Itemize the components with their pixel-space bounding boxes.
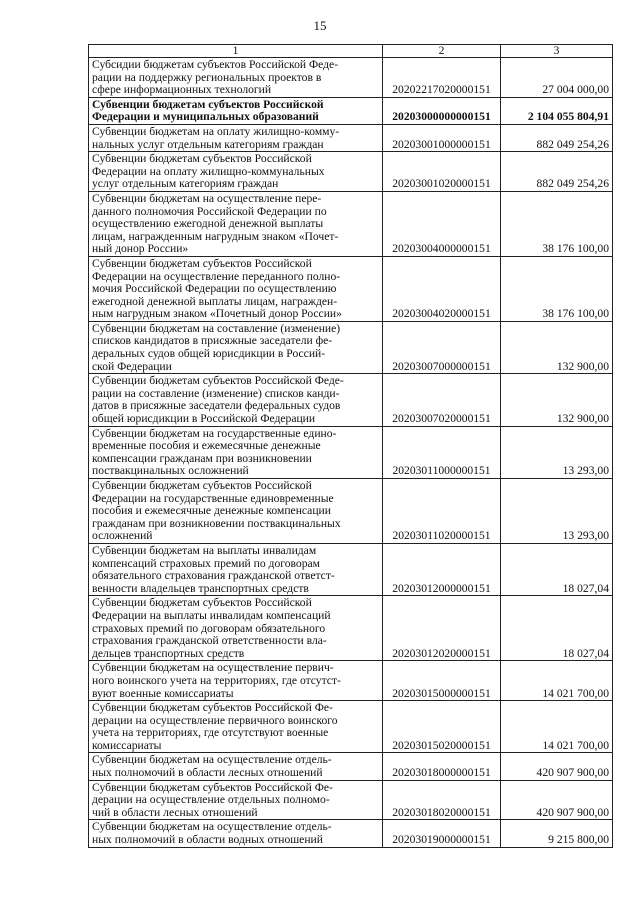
description-line: временные пособия и ежемесячные денежные (92, 439, 321, 453)
row-code: 20203001000000151 (383, 124, 501, 151)
row-description (89, 753, 383, 780)
row-code: 20203012000000151 (383, 543, 501, 595)
description-line: Субвенции бюджетам субъектов Российской (92, 97, 324, 111)
row-description (89, 256, 383, 321)
description-line: рации на составление (изменение) списков канди- (92, 386, 340, 400)
description-line: Федерации на государственные единовременные (92, 491, 334, 505)
page-number: 15 (313, 18, 327, 33)
description-line: дерации на осуществление первичного воинского (92, 713, 338, 727)
description-line: ежегодной денежной выплаты лицам, награжден- (92, 294, 338, 308)
row-description (89, 701, 383, 753)
description-line: рации на поддержку региональных проектов в (92, 70, 322, 84)
description-line: Субвенции бюджетам на осуществление отдель- (92, 753, 332, 767)
table-row (89, 753, 613, 780)
description-line: осложнений (92, 529, 153, 543)
row-amount: 882 049 254,26 (501, 152, 613, 192)
description-line: лицам, награжденным нагрудным знаком «Почет- (92, 229, 339, 243)
row-description (89, 152, 383, 192)
row-code: 20203000000000151 (383, 97, 501, 124)
table-row (89, 820, 613, 847)
description-line: Субвенции бюджетам на государственные едино- (92, 426, 337, 440)
header-col-3: 3 (501, 45, 613, 58)
row-code: 20203018000000151 (383, 753, 501, 780)
row-amount: 132 900,00 (501, 374, 613, 426)
description-line: дельцев транспортных средств (92, 646, 245, 660)
table-row (89, 58, 613, 98)
description-line: пособия и ежемесячные денежные компенсации (92, 504, 331, 518)
table-header (89, 45, 613, 58)
description-line: учета на территориях, где отсутствуют военные (92, 726, 329, 740)
row-amount: 14 021 700,00 (501, 661, 613, 701)
description-line: сфере информационных технологий (92, 83, 272, 97)
row-amount: 420 907 900,00 (501, 780, 613, 820)
description-line: Субвенции бюджетам субъектов Российской (92, 596, 312, 610)
row-description (89, 124, 383, 151)
description-line: Субсидии бюджетам субъектов Российской Феде- (92, 58, 339, 71)
description-line: ным нагрудным знаком «Почетный донор России» (92, 307, 342, 321)
table-row (89, 124, 613, 151)
table-row (89, 97, 613, 124)
row-amount: 2 104 055 804,91 (501, 97, 613, 124)
description-line: Субвенции бюджетам на составление (изменение) (92, 321, 341, 335)
table-row (89, 152, 613, 192)
table-row (89, 426, 613, 478)
description-line: ный донор России» (92, 242, 189, 256)
row-description (89, 58, 383, 98)
description-line: страховых премий по договорам обязательного (92, 621, 326, 635)
row-code: 20203012020000151 (383, 596, 501, 661)
description-line: датов в присяжные заседатели федеральных судов (92, 399, 341, 413)
description-line: ного воинского учета на территориях, где отсутст- (92, 673, 341, 687)
row-code: 20202217020000151 (383, 58, 501, 98)
description-line: услуг отдельным категориям граждан (92, 177, 279, 191)
row-code: 20203018020000151 (383, 780, 501, 820)
description-line: дерации на осуществление отдельных полномо- (92, 793, 330, 807)
row-description (89, 97, 383, 124)
row-amount: 13 293,00 (501, 479, 613, 544)
description-line: ных полномочий в области водных отношений (92, 833, 323, 847)
table-row (89, 256, 613, 321)
row-description (89, 661, 383, 701)
row-description (89, 374, 383, 426)
description-line: ской Федерации (92, 359, 172, 373)
description-line: обязательного страхования гражданской ответст- (92, 569, 335, 583)
row-description (89, 543, 383, 595)
table-row (89, 543, 613, 595)
description-line: осуществлению ежегодной денежной выплаты (92, 217, 324, 231)
table-row (89, 701, 613, 753)
description-line: мочия Российской Федерации по осуществлению (92, 282, 337, 296)
row-code: 20203011000000151 (383, 426, 501, 478)
row-description (89, 820, 383, 847)
description-line: чий в области лесных отношений (92, 805, 258, 819)
table-row (89, 661, 613, 701)
description-line: Субвенции бюджетам субъектов Российской (92, 152, 312, 166)
description-line: Субвенции бюджетам субъектов Российской (92, 479, 312, 492)
row-code: 20203011020000151 (383, 479, 501, 544)
row-description (89, 191, 383, 256)
description-line: комиссариаты (92, 738, 162, 752)
description-line: Субвенции бюджетам субъектов Российской Фе- (92, 780, 333, 794)
row-amount: 13 293,00 (501, 426, 613, 478)
description-line: Субвенции бюджетам субъектов Российской Феде- (92, 374, 344, 388)
row-code: 20203015000000151 (383, 661, 501, 701)
row-amount: 132 900,00 (501, 321, 613, 373)
description-line: данного полномочия Российской Федерации по (92, 204, 327, 218)
description-line: Субвенции бюджетам на оплату жилищно-комму- (92, 124, 340, 138)
row-amount: 18 027,04 (501, 596, 613, 661)
row-amount: 18 027,04 (501, 543, 613, 595)
description-line: компенсации гражданам при возникновении (92, 451, 312, 465)
description-line: Субвенции бюджетам субъектов Российской Фе- (92, 701, 333, 715)
description-line: гражданам при возникновении поствакцинальных (92, 516, 341, 530)
row-code: 20203007000000151 (383, 321, 501, 373)
description-line: компенсаций страховых премий по договорам (92, 556, 320, 570)
row-amount: 14 021 700,00 (501, 701, 613, 753)
row-amount: 38 176 100,00 (501, 191, 613, 256)
description-line: нальных услуг отдельным категориям граждан (92, 137, 324, 151)
row-description (89, 596, 383, 661)
row-amount: 420 907 900,00 (501, 753, 613, 780)
row-description (89, 780, 383, 820)
row-code: 20203007020000151 (383, 374, 501, 426)
description-line: венности владельцев транспортных средств (92, 581, 309, 595)
header-col-2: 2 (383, 45, 501, 58)
row-description (89, 321, 383, 373)
table-row (89, 596, 613, 661)
table-row (89, 191, 613, 256)
budget-table (88, 44, 613, 848)
row-code: 20203001020000151 (383, 152, 501, 192)
description-line: поствакцинальных осложнений (92, 464, 249, 478)
description-line: страхования гражданской ответственности вла- (92, 634, 327, 648)
description-line: Субвенции бюджетам на осуществление пере- (92, 191, 322, 205)
description-line: вуют военные комиссариаты (92, 686, 234, 700)
description-line: Федерации на выплаты инвалидам компенсаций (92, 608, 331, 622)
row-description (89, 426, 383, 478)
row-code: 20203004020000151 (383, 256, 501, 321)
row-amount: 27 004 000,00 (501, 58, 613, 98)
table-row (89, 321, 613, 373)
description-line: Субвенции бюджетам на осуществление первич- (92, 661, 334, 675)
description-line: Федерации на оплату жилищно-коммунальных (92, 164, 325, 178)
row-amount: 882 049 254,26 (501, 124, 613, 151)
table-row (89, 479, 613, 544)
description-line: ных полномочий в области лесных отношений (92, 766, 323, 780)
description-line: Федерации на осуществление переданного полно- (92, 269, 341, 283)
header-col-1: 1 (89, 45, 383, 58)
description-line: списков кандидатов в присяжные заседатели фе- (92, 334, 333, 348)
row-code: 20203019000000151 (383, 820, 501, 847)
row-amount: 9 215 800,00 (501, 820, 613, 847)
row-code: 20203015020000151 (383, 701, 501, 753)
description-line: Федерации и муниципальных образований (92, 110, 319, 124)
table-row (89, 374, 613, 426)
row-amount: 38 176 100,00 (501, 256, 613, 321)
table-row (89, 780, 613, 820)
description-line: Субвенции бюджетам субъектов Российской (92, 256, 312, 270)
description-line: Субвенции бюджетам на осуществление отдель- (92, 820, 332, 834)
header-row (89, 45, 613, 58)
row-description (89, 479, 383, 544)
row-code: 20203004000000151 (383, 191, 501, 256)
description-line: Субвенции бюджетам на выплаты инвалидам (92, 543, 317, 557)
table-body (89, 58, 613, 848)
description-line: общей юрисдикции в Российской Федерации (92, 412, 316, 426)
description-line: деральных судов общей юрисдикции в Россий- (92, 347, 326, 361)
